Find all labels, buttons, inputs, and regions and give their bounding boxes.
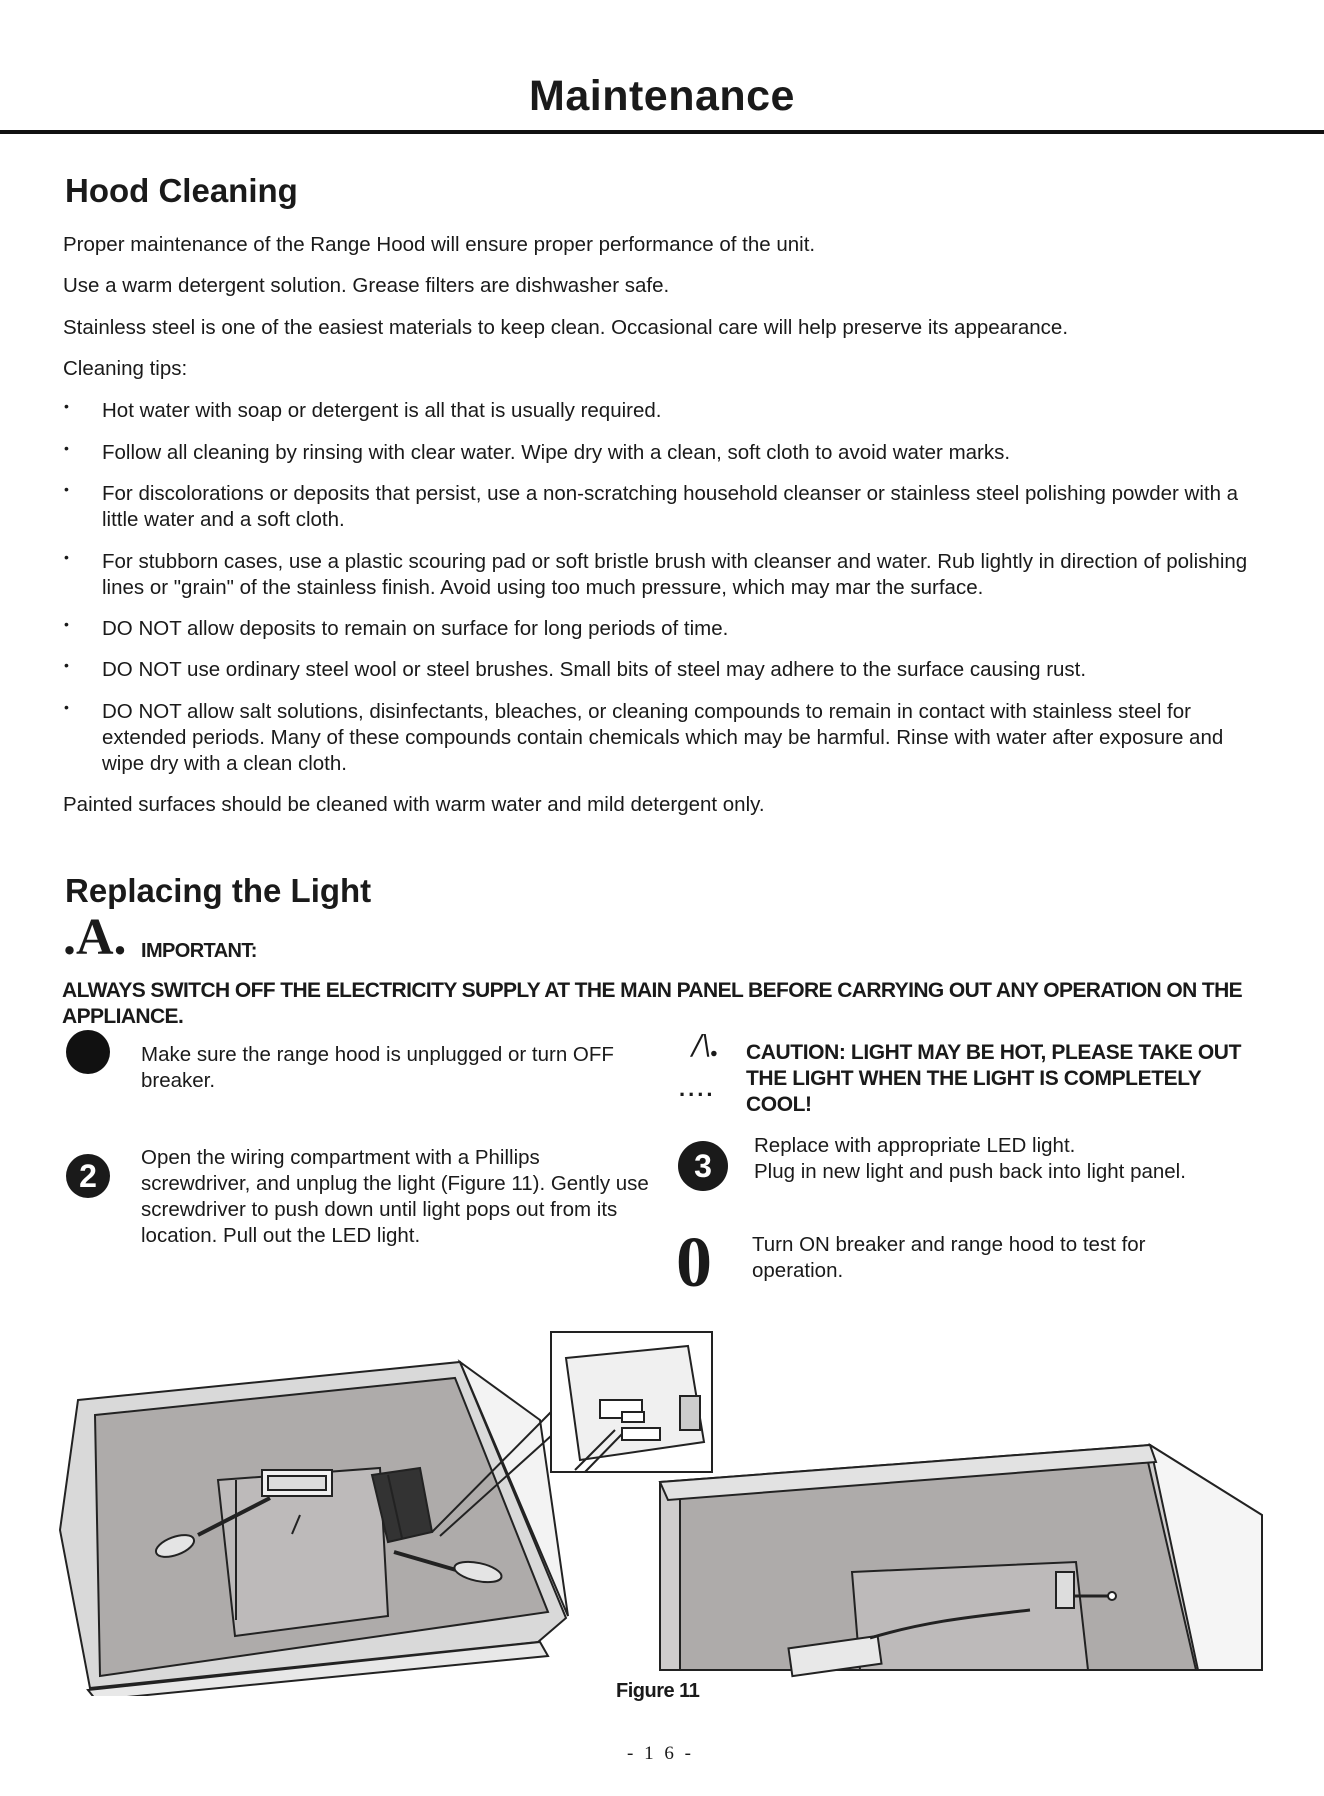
tip-item: Hot water with soap or detergent is all that is usually required. (102, 399, 662, 422)
bullet-icon: • (64, 699, 69, 715)
bullet-icon: • (64, 398, 69, 414)
hood-cleaning-heading: Hood Cleaning (65, 172, 298, 209)
caution-text: CAUTION: LIGHT MAY BE HOT, PLEASE TAKE OUT THE LIGHT WHEN THE LIGHT IS COMPLETELY COOL! (746, 1041, 1242, 1116)
bullet-icon: • (64, 616, 69, 632)
step-4-text: Turn ON breaker and range hood to test for operation. (752, 1233, 1146, 1282)
figure-caption: Figure 11 (616, 1680, 700, 1702)
step-2-text: Open the wiring compartment with a Phillips screwdriver, and unplug the light (Figure 11). Gently use screwdriver to push down until light pops out from its location. Pull out the LED light. (141, 1146, 649, 1247)
bullet-icon: • (64, 549, 69, 565)
caution-triangle-icon: /\. (692, 1027, 720, 1064)
tip-item: DO NOT use ordinary steel wool or steel brushes. Small bits of steel may adhere to the surface causing rust. (102, 658, 1087, 681)
bullet-icon: • (64, 440, 69, 456)
step-3-line-2: Plug in new light and push back into light panel. (754, 1160, 1186, 1183)
intro-paragraph-3: Stainless steel is one of the easiest materials to keep clean. Occasional care will help preserve its appearance. (63, 316, 1069, 339)
important-label: IMPORTANT: (141, 940, 257, 962)
bullet-icon: • (64, 481, 69, 497)
range-hood-left-illustration (60, 1362, 568, 1696)
title-divider (0, 130, 1324, 134)
replacing-light-heading: Replacing the Light (65, 872, 372, 909)
cleaning-tips-label: Cleaning tips: (63, 357, 188, 380)
intro-paragraph-1: Proper maintenance of the Range Hood will ensure proper performance of the unit. (63, 233, 816, 256)
bullet-icon: • (64, 657, 69, 673)
step-2-badge: 2 (66, 1154, 110, 1198)
tip-item: Follow all cleaning by rinsing with clear water. Wipe dry with a clean, soft cloth to avoid water marks. (102, 441, 1011, 464)
figure-11-illustration (0, 1320, 1324, 1696)
step-3-badge: 3 (678, 1141, 728, 1191)
caution-dots: .... (679, 1076, 716, 1101)
tip-item: For discolorations or deposits that persist, use a non-scratching household cleanser or stainless steel polishing powder with a little water and a soft cloth. (102, 482, 1239, 531)
step-1-circle-icon (66, 1030, 110, 1074)
warning-triangle-icon: .A. (63, 909, 127, 966)
painted-surfaces-note: Painted surfaces should be cleaned with warm water and mild detergent only. (63, 793, 765, 816)
tip-item: DO NOT allow salt solutions, disinfectants, bleaches, or cleaning compounds to remain in contact with stainless steel for extended periods. Many of these compounds contain chemicals which may be harmful. Rinse with water after exposure and wipe dry with a clean cloth. (102, 700, 1224, 775)
page-number: - 1 6 - (627, 1743, 694, 1764)
range-hood-right-illustration (660, 1445, 1262, 1676)
step-3-line-1: Replace with appropriate LED light. (754, 1134, 1076, 1157)
page-title: Maintenance (529, 72, 795, 120)
tip-item: DO NOT allow deposits to remain on surface for long periods of time. (102, 617, 729, 640)
safety-warning: ALWAYS SWITCH OFF THE ELECTRICITY SUPPLY AT THE MAIN PANEL BEFORE CARRYING OUT ANY OPERATION ON THE APPLIANCE. (62, 979, 1243, 1028)
step-4-badge: 0 (676, 1222, 712, 1302)
intro-paragraph-2: Use a warm detergent solution. Grease filters are dishwasher safe. (63, 274, 670, 297)
tip-item: For stubborn cases, use a plastic scouring pad or soft bristle brush with cleanser and water. Rub lightly in direction of polishing lines or "grain" of the stainless finish. Avoid using too much pressure, which may mar the surface. (102, 550, 1248, 599)
step-1-text: Make sure the range hood is unplugged or turn OFF breaker. (141, 1043, 614, 1092)
